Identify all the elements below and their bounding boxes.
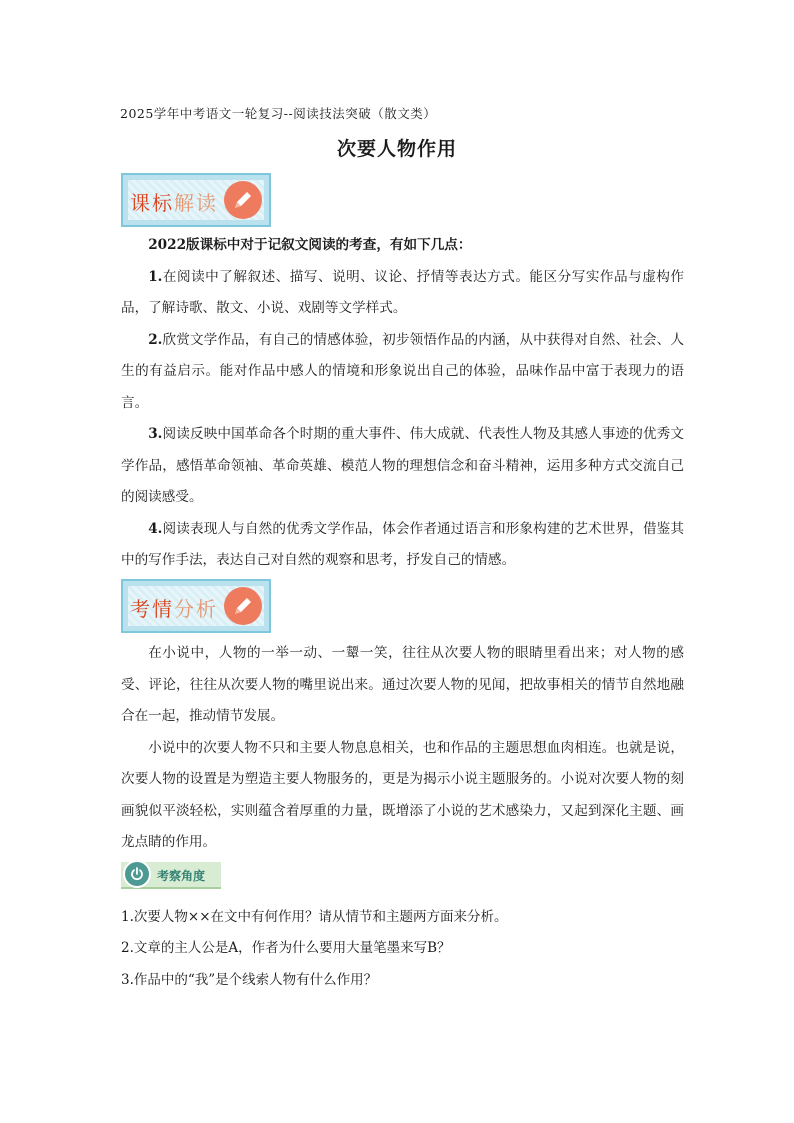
page-title: 次要人物作用 [336,138,457,160]
question-2: 2.文章的主人公是A，作者为什么要用大量笔墨来写B？ [121,940,451,956]
kaoqing-paragraph-2: 小说中的次要人物不只和主要人物息息相关，也和作品的主题思想血肉相连。也就是说，次要人物的设置是为塑造主要人物服务的，更是为揭示小说主题服务的。小说对次要人物的刻画貌似平淡轻松，实则蕴含着厚重的力量，既增添了小说的艺术感染力，又起到深化主题、画龙点睛的作用。 [121,739,684,850]
kaoqing-content [121,638,684,859]
kebiao-badge-part1: 课标 [130,191,174,215]
kebiao-badge [121,173,271,227]
kebiao-item-1: 1.在阅读中了解叙述、描写、说明、议论、抒情等表达方式。能区分写实作品与虚构作品，了解诗歌、散文、小说、戏剧等文学样式。 [121,268,684,316]
power-icon [123,860,151,888]
question-3: 3.作品中的“我”是个线索人物有什么作用？ [121,972,378,988]
kebiao-content [121,230,684,577]
kaoqing-badge [121,579,271,633]
kaoqing-paragraph-1: 在小说中，人物的一举一动、一颦一笑，往往从次要人物的眼睛里看出来；对人物的感受、评论，往往从次要人物的嘴里说出来。通过次要人物的见闻，把故事相关的情节自然地融合在一起，推动情节发展。 [121,645,684,724]
kaocha-badge [121,858,221,890]
kebiao-item-3: 3.阅读反映中国革命各个时期的重大事件、伟大成就、代表性人物及其感人事迹的优秀文学作品，感悟革命领袖、革命英雄、模范人物的理想信念和奋斗精神，运用多种方式交流自己的阅读感受。 [121,426,684,505]
kebiao-item-4: 4.阅读表现人与自然的优秀文学作品，体会作者通过语言和形象构建的艺术世界，借鉴其中的写作手法，表达自己对自然的观察和思考，抒发自己的情感。 [121,520,684,568]
kebiao-item-2: 2.欣赏文学作品，有自己的情感体验，初步领悟作品的内涵，从中获得对自然、社会、人生的有益启示。能对作品中感人的情境和形象说出自己的体验，品味作品中富于表现力的语言。 [121,331,684,411]
pencil-icon [224,181,262,219]
question-1: 1.次要人物××在文中有何作用？请从情节和主题两方面来分析。 [121,909,508,925]
pencil-icon [224,587,262,625]
document-subtitle: 2025学年中考语文一轮复习--阅读技法突破（散文类） [120,106,437,121]
kaocha-label: 考察角度 [157,869,206,883]
kebiao-intro: 2022版课标中对于记叙文阅读的考查，有如下几点： [148,237,472,253]
kebiao-badge-part2: 解读 [174,191,218,215]
kaoqing-badge-part2: 分析 [174,597,218,621]
kaoqing-badge-part1: 考情 [130,597,174,621]
